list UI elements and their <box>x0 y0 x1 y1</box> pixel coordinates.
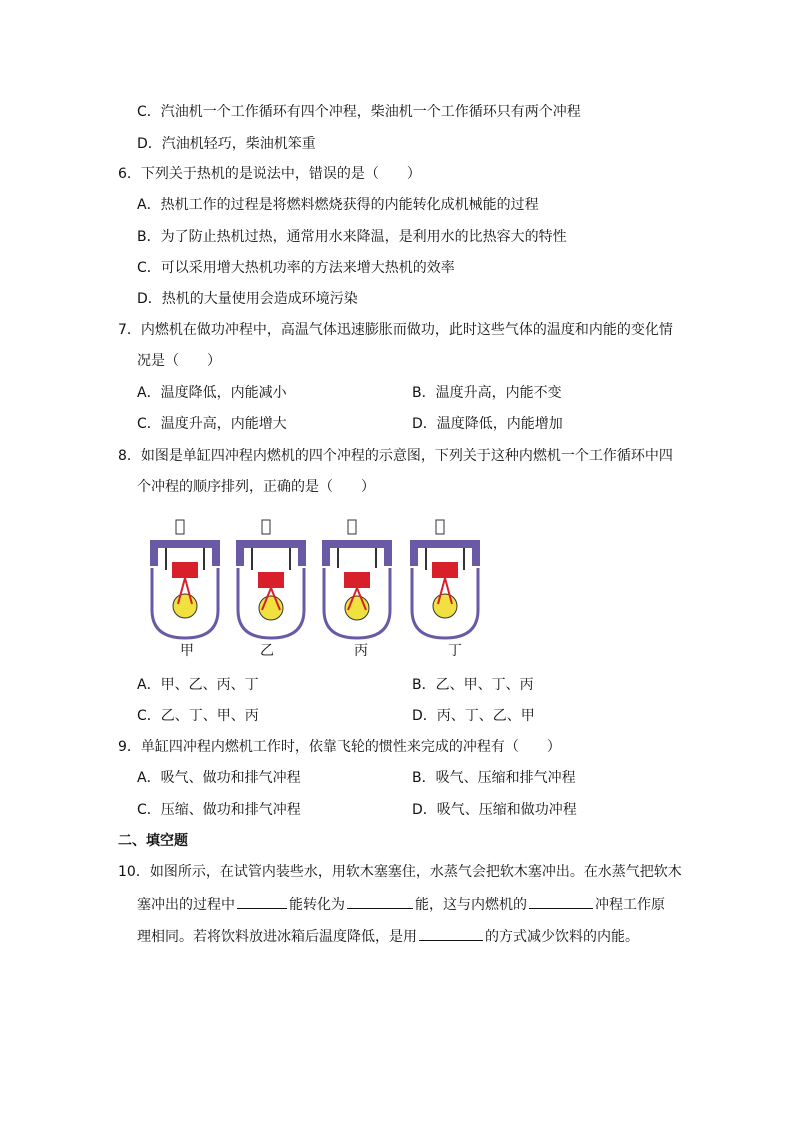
question-8-line1: 8．如图是单缸四冲程内燃机的四个冲程的示意图，下列关于这种内燃机一个工作循环中四 <box>118 448 673 464</box>
q5-option-d: D．汽油机轻巧，柴油机笨重 <box>137 136 316 152</box>
q10-text-part1: 塞冲出的过程中 <box>137 897 235 913</box>
q8-option-a: A．甲、乙、丙、丁 <box>137 677 259 693</box>
q7-option-a: A．温度降低，内能减小 <box>137 385 287 401</box>
q8-option-b: B．乙、甲、丁、丙 <box>412 677 534 693</box>
engine-diagram-yi <box>232 518 310 643</box>
q10-text-part2: 能转化为 <box>289 897 345 913</box>
q6-option-a: A．热机工作的过程是将燃料燃烧获得的内能转化成机械能的过程 <box>137 197 539 213</box>
q5-option-c: C．汽油机一个工作循环有四个冲程，柴油机一个工作循环只有两个冲程 <box>137 104 581 120</box>
question-10-line3 <box>137 925 639 947</box>
question-7-line2: 况是（ ） <box>137 353 221 369</box>
engine-label-jia: 甲 <box>180 643 194 659</box>
q9-option-a: A．吸气、做功和排气冲程 <box>137 770 301 786</box>
question-6: 6．下列关于热机的是说法中，错误的是（ ） <box>118 166 421 182</box>
question-8-line2: 个冲程的顺序排列，正确的是（ ） <box>137 479 375 495</box>
q6-option-b: B．为了防止热机过热，通常用水来降温，是利用水的比热容大的特性 <box>137 229 567 245</box>
engine-diagram-jia <box>146 518 224 643</box>
q7-option-d: D．温度降低，内能增加 <box>412 416 563 432</box>
engine-diagram-bing <box>318 518 396 643</box>
q9-option-c: C．压缩、做功和排气冲程 <box>137 802 301 818</box>
engine-label-ding: 丁 <box>448 643 462 659</box>
answer-blank-4[interactable] <box>419 925 483 941</box>
q7-option-b: B．温度升高，内能不变 <box>412 385 562 401</box>
q9-option-b: B．吸气、压缩和排气冲程 <box>412 770 576 786</box>
q10-text-part4: 冲程工作原 <box>595 897 665 913</box>
q6-option-c: C．可以采用增大热机功率的方法来增大热机的效率 <box>137 260 455 276</box>
question-10-line2 <box>137 893 665 915</box>
section-title-fill-in: 二、填空题 <box>118 833 188 849</box>
question-10-line1: 10．如图所示，在试管内装些水，用软木塞塞住，水蒸气会把软木塞冲出。在水蒸气把软木 <box>118 864 682 880</box>
q8-option-c: C．乙、丁、甲、丙 <box>137 708 259 724</box>
q7-option-c: C．温度升高，内能增大 <box>137 416 287 432</box>
answer-blank-1[interactable] <box>237 893 287 909</box>
q6-option-d: D．热机的大量使用会造成环境污染 <box>137 291 358 307</box>
q8-option-d: D．丙、丁、乙、甲 <box>412 708 535 724</box>
q10-text-part5: 理相同。若将饮料放进冰箱后温度降低，是用 <box>137 929 417 945</box>
answer-blank-2[interactable] <box>347 893 413 909</box>
engine-label-yi: 乙 <box>260 643 274 659</box>
q10-text-part3: 能，这与内燃机的 <box>415 897 527 913</box>
engine-diagram-ding <box>406 518 484 643</box>
q10-text-part6: 的方式减少饮料的内能。 <box>485 929 639 945</box>
question-7-line1: 7．内燃机在做功冲程中，高温气体迅速膨胀而做功，此时这些气体的温度和内能的变化情 <box>118 322 673 338</box>
answer-blank-3[interactable] <box>529 893 593 909</box>
q9-option-d: D．吸气、压缩和做功冲程 <box>412 802 577 818</box>
question-9: 9．单缸四冲程内燃机工作时，依靠飞轮的惯性来完成的冲程有（ ） <box>118 739 561 755</box>
engine-label-bing: 丙 <box>354 643 368 659</box>
